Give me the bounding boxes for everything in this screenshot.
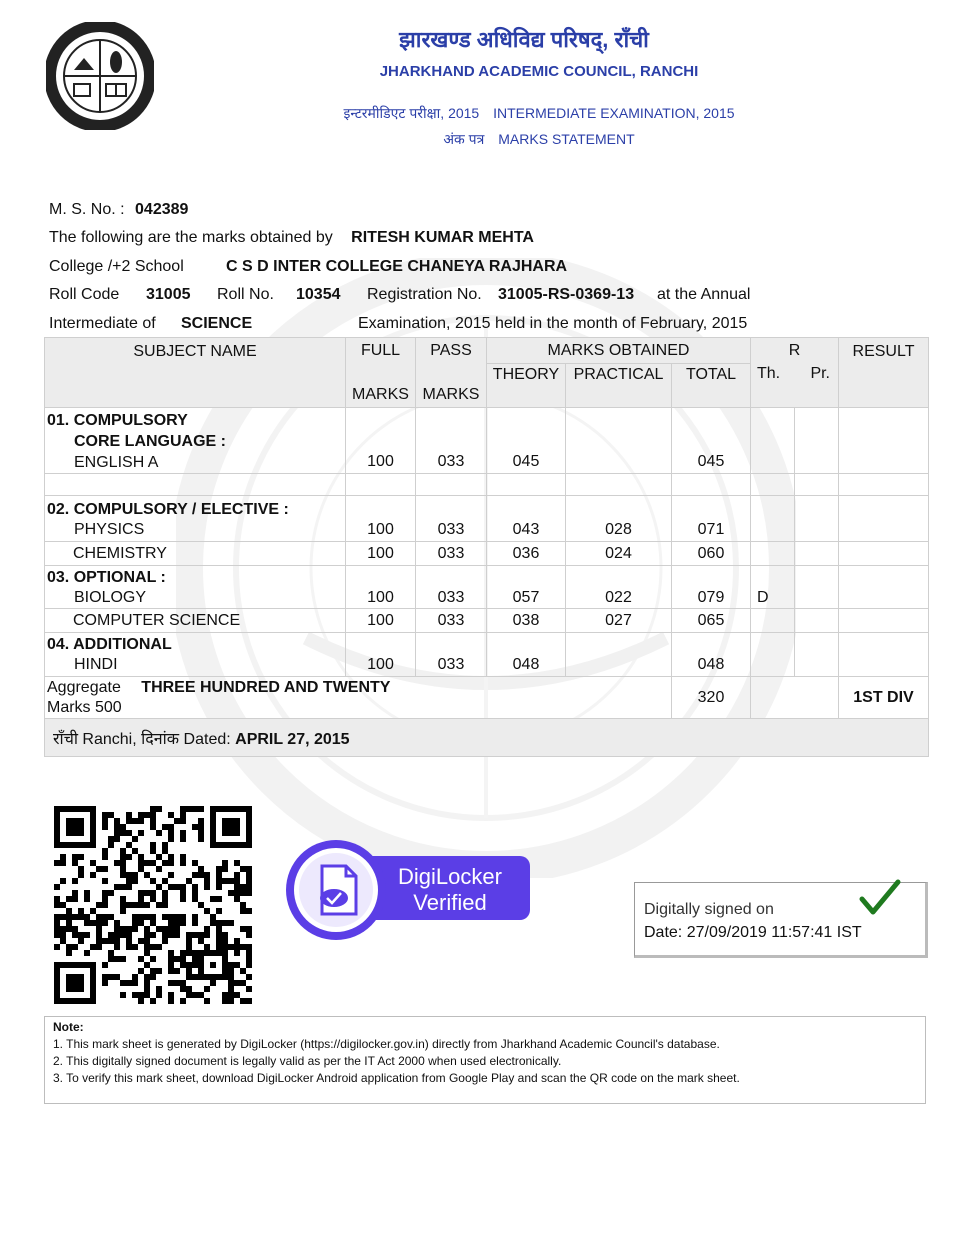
exam-details: Examination, 2015 held in the month of February, 2015: [358, 315, 748, 332]
header-theory: THEORY: [487, 364, 566, 408]
header-practical: PRACTICAL: [566, 364, 672, 408]
roll-no-value: 10354: [296, 286, 341, 303]
dated-label: Dated:: [183, 730, 231, 748]
th-remark: [751, 542, 795, 566]
signed-date-label: Date:: [644, 924, 683, 941]
header-total: TOTAL: [672, 364, 751, 408]
theory-marks: 045: [487, 408, 566, 474]
pass-marks: 033: [416, 408, 487, 474]
full-marks: 100: [346, 566, 416, 609]
marks-obtained-by-label: The following are the marks obtained by: [49, 229, 333, 246]
table-row: [45, 633, 929, 677]
subject-name: HINDI: [74, 656, 118, 673]
table-row: [45, 566, 929, 609]
result-division: 1ST DIV: [839, 677, 929, 719]
practical-marks: 022: [566, 566, 672, 609]
full-marks: 100: [346, 408, 416, 474]
subject-name: BIOLOGY: [74, 589, 147, 606]
marks-table: [44, 337, 929, 757]
header-subject: SUBJECT NAME: [45, 338, 346, 408]
theory-marks: 036: [487, 542, 566, 566]
college-name: C S D INTER COLLEGE CHANEYA RAJHARA: [226, 258, 568, 275]
ms-number-line: [49, 201, 188, 219]
header-result: RESULT: [839, 338, 929, 408]
qr-code[interactable]: [54, 806, 252, 1004]
pr-remark: [795, 542, 839, 566]
header-r: R: [751, 338, 839, 364]
theory-marks: 038: [487, 609, 566, 633]
th-remark: [751, 609, 795, 633]
header-pr: Pr.: [795, 364, 839, 408]
aggregate-words: THREE HUNDRED AND TWENTY: [141, 679, 391, 696]
header-pass-marks: MARKS: [416, 364, 487, 408]
statement-title-hindi: अंक पत्र: [443, 131, 485, 147]
header-full-marks: MARKS: [346, 364, 416, 408]
pass-marks: 033: [416, 633, 487, 677]
table-row: [45, 542, 929, 566]
note-line: 1. This mark sheet is generated by DigiLocker (https://digilocker.gov.in) directly from Jharkhand Academic Council's database.: [53, 1037, 720, 1051]
stream-value: SCIENCE: [181, 315, 253, 332]
th-remark: [751, 496, 795, 542]
group-compulsory: 01. COMPULSORY: [47, 412, 188, 429]
full-marks: 100: [346, 542, 416, 566]
pr-remark: [795, 496, 839, 542]
badge-line2: Verified: [413, 890, 487, 915]
student-name: RITESH KUMAR MEHTA: [351, 229, 534, 246]
pr-remark: [795, 566, 839, 609]
english-title: JHARKHAND ACADEMIC COUNCIL, RANCHI: [379, 63, 699, 80]
signed-date-value: 27/09/2019 11:57:41 IST: [686, 924, 862, 941]
hindi-title: झारखण्ड अधिविद्य परिषद्, राँची: [399, 27, 649, 52]
dated-row: [45, 719, 929, 757]
header-marks-obtained: MARKS OBTAINED: [487, 338, 751, 364]
aggregate-label: Aggregate: [47, 679, 121, 696]
note-box: [44, 1016, 926, 1104]
th-remark: [751, 633, 795, 677]
digital-signature-box: [634, 882, 928, 958]
header-full: FULL: [346, 338, 416, 364]
total-marks: 065: [672, 609, 751, 633]
group-core-language: CORE LANGUAGE :: [74, 433, 226, 450]
full-marks: 100: [346, 609, 416, 633]
subject-name: COMPUTER SCIENCE: [45, 609, 346, 633]
table-row: [45, 496, 929, 542]
practical-marks: [566, 633, 672, 677]
pr-remark: [795, 633, 839, 677]
roll-code-label: Roll Code: [49, 286, 120, 303]
signed-on-label: Digitally signed on: [644, 901, 774, 918]
pr-remark: [795, 408, 839, 474]
digilocker-verified-badge: [284, 838, 534, 944]
theory-marks: 048: [487, 633, 566, 677]
group-optional: 03. OPTIONAL :: [47, 569, 166, 586]
check-icon: [859, 879, 901, 917]
ms-no-value: 042389: [135, 201, 189, 218]
registration-value: 31005-RS-0369-13: [498, 286, 635, 303]
note-line: 3. To verify this mark sheet, download DigiLocker Android application from Google Play and scan the QR code on the mark sheet.: [53, 1071, 740, 1085]
header-th: Th.: [751, 364, 795, 408]
annual-label: at the Annual: [657, 286, 751, 303]
full-marks: 100: [346, 633, 416, 677]
college-label: College /+2 School: [49, 258, 184, 275]
signed-date-line: [644, 924, 862, 942]
aggregate-max-marks: Marks 500: [47, 699, 122, 716]
dated-hindi-label: राँची Ranchi, दिनांक: [53, 730, 180, 748]
note-title: Note:: [53, 1020, 84, 1034]
statement-title-english: MARKS STATEMENT: [498, 131, 635, 147]
aggregate-total: 320: [672, 677, 751, 719]
registration-label: Registration No.: [367, 286, 482, 303]
pass-marks: 033: [416, 496, 487, 542]
theory-marks: 043: [487, 496, 566, 542]
total-marks: 079: [672, 566, 751, 609]
th-remark: [751, 408, 795, 474]
exam-title-hindi: इन्टरमीडिएट परीक्षा, 2015: [343, 105, 480, 121]
pass-marks: 033: [416, 609, 487, 633]
aggregate-row: [45, 677, 929, 719]
statement-title: [0, 130, 978, 149]
roll-no-label: Roll No.: [217, 286, 274, 303]
practical-marks: [566, 408, 672, 474]
name-line: [49, 229, 534, 247]
practical-marks: 028: [566, 496, 672, 542]
pass-marks: 033: [416, 542, 487, 566]
full-marks: 100: [346, 496, 416, 542]
table-row: [45, 609, 929, 633]
group-compulsory-elective: 02. COMPULSORY / ELECTIVE :: [47, 501, 289, 518]
spacer-row: [45, 474, 929, 496]
theory-marks: 057: [487, 566, 566, 609]
pass-marks: 033: [416, 566, 487, 609]
practical-marks: 027: [566, 609, 672, 633]
note-line: 2. This digitally signed document is legally valid as per the IT Act 2000 when used electronically.: [53, 1054, 562, 1068]
total-marks: 071: [672, 496, 751, 542]
issue-date: APRIL 27, 2015: [235, 730, 350, 748]
exam-title: [0, 104, 978, 123]
table-row: [45, 408, 929, 474]
practical-marks: 024: [566, 542, 672, 566]
roll-code-value: 31005: [146, 286, 191, 303]
total-marks: 045: [672, 408, 751, 474]
subject-name: PHYSICS: [74, 521, 145, 538]
cloud-check-icon: [320, 889, 348, 907]
th-remark: D: [751, 566, 795, 609]
badge-line1: DigiLocker: [398, 864, 502, 889]
subject-name: ENGLISH A: [74, 454, 159, 471]
total-marks: 048: [672, 633, 751, 677]
subject-name: CHEMISTRY: [45, 542, 346, 566]
group-additional: 04. ADDITIONAL: [47, 636, 172, 653]
header-pass: PASS: [416, 338, 487, 364]
exam-title-english: INTERMEDIATE EXAMINATION, 2015: [493, 105, 735, 121]
pr-remark: [795, 609, 839, 633]
stream-label: Intermediate of: [49, 315, 156, 332]
ms-no-label: M. S. No. :: [49, 201, 125, 218]
total-marks: 060: [672, 542, 751, 566]
